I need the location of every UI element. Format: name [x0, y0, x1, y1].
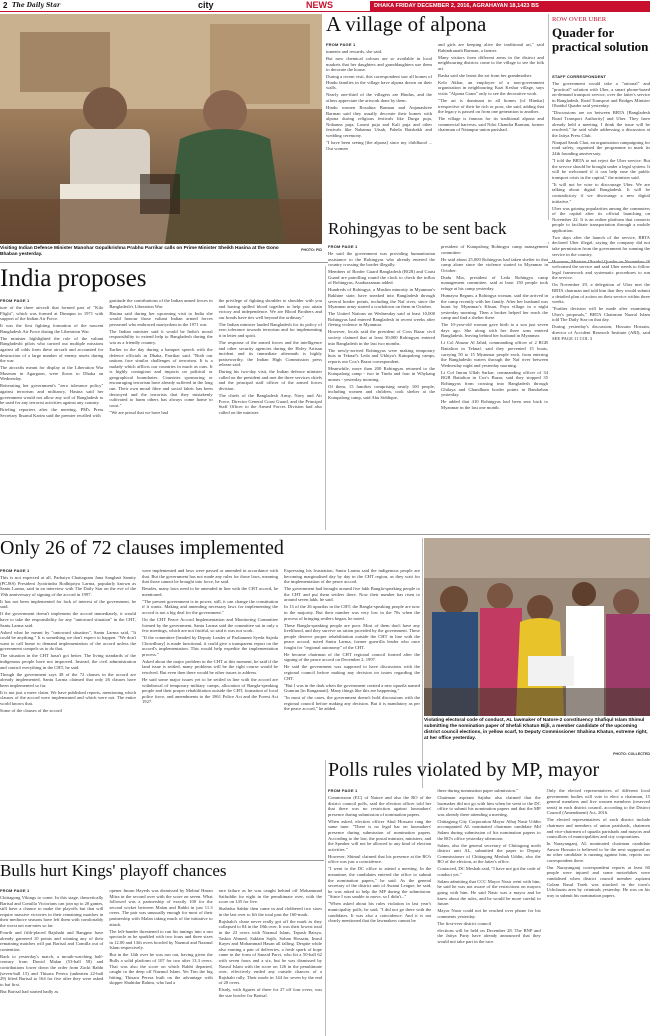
paragraph: "I told the BRTA to not reject the Uber service. But the service should be brought under a legal system. It will be welcomed if it can help ease the public transport crisis in the capital," the minister said. [552, 157, 650, 180]
dateline: DHAKA FRIDAY DECEMBER 2, 2016, AGRAHAYAN 18,1423 BS [370, 1, 650, 11]
paragraph: Hundreds of Rohingya, a Muslim minority in Myanmar's Rakhine state, have sneaked into Bangladesh through several border points, including the Naf river, since the Myanmar army started a crackdown on them in October. [328, 287, 435, 310]
paragraph: Members of Border Guard Bangladesh (BGB) and Coast Guard are patrolling round the clock to check the influx of Rohingyas, Asaduzzaman added. [328, 269, 435, 286]
paragraph: The Indian minister said it would be India's moral responsibility to extend help to Bangladesh during the war as a friendly country. [109, 328, 213, 345]
section-news: NEWS [306, 0, 333, 10]
paragraph: This is not expected at all, Parbatya Chattagram Jana Sanghati Samity (PCJSS) President Jyotirindra Bodhipriya Larma, popularly known as Santu Larma, said in an interview with The Daily Star on the eve of the 19th anniversary of signing of the accord in 1997. [0, 575, 136, 597]
paragraph: there during nomination paper submission." [437, 788, 518, 793]
alpona-byline: FROM PAGE 1 [326, 42, 356, 47]
paragraph: When asked, election officer Abul Hossain rang the same tune. "There is no legal bar on lawmakers' presence during submission of nomination papers. According to the law, the postal minister, ministers, and the Speaker will not be allowed to any kind of election activities." [328, 818, 432, 852]
paragraph: The Indian minister lauded Bangladesh for its policy of zero tolerance towards terrorism and for implementing it in letter and spirit. [218, 321, 322, 338]
paragraph: Some of the clauses of the accord [0, 707, 62, 713]
paragraph: The left-hander threatened to run his innings into a run spectacle as he sparkled with two fours and three sixes in 12.00 and 13th overs bowled by Nazmul and Nazmul Islam respectively. [109, 928, 213, 951]
paragraph: the privilege of fighting shoulder to shoulder with you and having spilled blood together to help you attain victory and independence. We are Blood Brothers and our bonds have ties well beyond the ordinary." [218, 298, 322, 320]
paragraph: Elsidy, with figures of three for 27 off four overs, was the star bowler for Barisal. [218, 987, 322, 998]
paragraph: Fourth and fifth-placed Rajshahi and Rangpur have already garnered 10 points and winning any of their remaining matches will put Barisal and Comilla out of contention. [0, 930, 104, 952]
paragraph: In 13 of the 26 upazilas in the CHT, the Bangla-speaking people are now in the majority. But their number was very low in the 70s when the process of bringing settlers began, he noted. [284, 604, 420, 621]
paragraph: The response of the armed forces and the intelligence and other security agencies during the Holey Artisan incident and its immediate aftermath is highly praiseworthy, the Indian High Commission press release said. [218, 339, 322, 368]
paragraph: But in the 14th over he was run out, having given the Bulls a solid platform of 107 for two after 13.3 overs. That was also the score on which Rabbi departed, caught in the deep off Nazmul Islam. Yet Tim the big hitting, Thisara Perera built on the advantage with skipper Shahidur Rahim, who had a [109, 952, 213, 986]
paragraph: rare failure as he was caught behind off Mohammad Saifuddin for eight in the penultimate over, with the score on 145 for five. [218, 888, 322, 905]
paragraph: The first-ever district council [437, 920, 492, 926]
paper-name: The Daily Star [12, 2, 61, 9]
paragraph: The government would take a "rational" and "practical" solution with Uber, a smart phone-based on-demand transport service, over the latter's service in Bangladesh, Road Transport and Bridges Minister Obaidul Quader said yesterday. [552, 81, 650, 109]
paragraph: The minister highlighted the role of the valiant Bangladeshi pilots who carried out multiple missions against all odds from these aircraft and accounted for destruction of a large number of enemy assets during the war. [0, 335, 104, 364]
paragraph: and girls are keeping alive the traditional art," said Rabindranath Barman, a farmer. [438, 42, 544, 53]
paragraph: Nearly one-third of the villagers are Hindus, and the others appreciate the artwork done by them. [326, 92, 432, 104]
paragraph: During a recent visit, this correspondent saw all homes of Hindu families in the village have alpona drawn on their walls. [326, 74, 432, 91]
clauses-byline: FROM PAGE 1 [0, 568, 30, 573]
paragraph: Though the government says 48 of the 72 clauses in the accord are already implemented, Santu Larma claimed that only 26 clauses have been implemented so far. [0, 671, 136, 688]
paragraph: "But I was in the dark when the government created a new upazila named Gumrun [in Rangamati]. Many things like this are happening." [284, 682, 420, 694]
paragraph: tuments and rewards, she said. [326, 49, 383, 55]
paragraph: "I went to the DC office to attend a meeting. In the meantime, the candidates entered the office to submit the nomination papers," he said. As the general secretary of the district unit of Awami League, he said, he was asked to help the MP during the submission. "Since I was unable to move, so I didn't..." [328, 866, 432, 900]
paragraph: If the government doesn't implement the accord immediately, it would have to take the responsibility for any "untoward situation" in the CHT, Santu Larma said. [0, 611, 136, 628]
paragraph: The village is famous for its traditional alpona and commercial harvests, said Niloi Chandra Barman, former chairman of Natanpur union parishad. [438, 116, 544, 133]
paragraph: Besides, many laws need to be amended in line with the CHT accord, he mentioned. [142, 586, 278, 597]
polls-byline: FROM PAGE 1 [328, 788, 358, 793]
paragraph: However, Shimul claimed that his presence at the RO's office was just a coincidence. [328, 853, 432, 865]
paragraph: Kelo Akbar, an employee of a non-government organisation in neighbouring Kazi Keshar village, says visits "Alpona Gram" only to see the decorative work. [438, 79, 544, 96]
paragraph: "The art is dominant in all homes [of Hindus] irrespective of their be rich or poor, she said, adding that the legacy is passed on from one generation to another. [438, 97, 544, 115]
bulls-headline: Bulls hurt Kings' playoff chances [0, 861, 227, 880]
column-rule [325, 266, 326, 530]
paragraph: Only the elected representatives of different local government bodies will vote to elect a chairman, 15 general members and five women members (reserved seats) in each district council, according to the District Council (Amendment) Act, 2016. [546, 788, 650, 816]
paragraph: welcomed the service and said Uber needs to follow legal framework and systematic procedures to run the service. [552, 264, 650, 281]
quader-byline: STAFF CORRESPONDENT [552, 74, 607, 79]
paragraph: "I have been seeing [the alpona] since my childhood ... Our women [326, 139, 432, 151]
paragraph: Commission (EC) of Natore and also the RO of the district council polls, said the election officer told her that there was no restriction against lawmakers' presence during submission of nomination papers. [328, 795, 432, 817]
paragraph: Rasha said she learnt the art from her grandmother. [438, 72, 533, 78]
polls-headline: Polls rules violated by MP, mayor [328, 759, 600, 781]
quader-headline: Quader for practical solution [552, 25, 649, 54]
paragraph: Mayor Nasir could not be reached over phone for his comments yesterday. [437, 908, 541, 919]
paragraph: The United Nations on Wednesday said at least 10,000 Rohingyas had entered Bangladesh in recent weeks after fleeing violence in Myanmar. [328, 311, 435, 328]
paragraph: It is not just a mere claim. We have published reports, mentioning which clauses of the accord were implemented and which were not. The entire world knows that. [0, 689, 136, 706]
paragraph: The newly-arrived Rohingyas were making temporary huts in Teknaf's Leda and Ukhiya's Kutupalong camps, reports our Cox's Bazar correspondent. [328, 347, 435, 364]
paragraph: Meanwhile, more than 200 Rohingyas returned to the Kutupalong camp - two in Tindu and four in Whykang unions - yesterday morning. [328, 365, 435, 382]
quader-kicker: ROW OVER UBER [552, 16, 607, 23]
paragraph: "The present government is in power, still, it can change the constitution if it wants. Making and amending necessary laws for implementing the accord is not a big deal for the government." [142, 598, 278, 615]
bulls-article [0, 888, 322, 1036]
paragraph: gratitude the contributions of the Indian armed forces in Bangladesh's Liberation War. [109, 298, 213, 309]
paragraph: "When asked about his rules violation in last year's municipality polls, he said, "I did not go there with the candidates. It was also a coincidence. And it is not clearly mentioned that the lawmakers cannot be [328, 901, 432, 924]
nomination-photo [424, 538, 650, 716]
paragraph: Back to yesterday's match, a mouth-watching half-century from Dawid Malan (53-ball 58) and contributions lower down the order from Zacki Rabbi (seven-ball 15) and Thisara Perera (unbeaten 22-ball 29) lifted Barisal to 164 for five after they were asked to bat first. [0, 953, 104, 987]
paragraph: He said the government was providing humanitarian assistance to the Rohingyas who already entered the country crossing the border illegally. [328, 251, 435, 268]
paragraph: were implemented and laws were passed or amended in accordance with that. But the government has not made any rules for those laws, meaning that those cannot be brought into force, he said. [142, 568, 278, 585]
clauses-headline: Only 26 of 72 clauses implemented [0, 537, 284, 559]
paragraph: He added that 410 Rohingyas had been sent back to Myanmar in the last one month. [441, 399, 548, 410]
photo-illustration [0, 14, 322, 244]
paragraph: During his two-day visit, the Indian defence minister called on the president and met the three services chiefs and the principal staff officer of the armed forces division. [218, 369, 322, 392]
defence-minister-photo [0, 14, 322, 244]
alpona-article [326, 42, 544, 238]
paragraph: Chittagong City Corporation Mayor Alhaj Nasir Uddin accompanied AL nominated chairman candidate Md Salam during submission of his nomination papers to the RO's office yesterday afternoon. [437, 818, 541, 841]
paragraph: It has not been implemented for lack of interest of the government, he said. [0, 598, 136, 610]
paragraph: Contacted, DC Mesbah said, "I have not got the code of conduct yet." [437, 866, 541, 877]
paragraph: Dudu Mia, president of Leda Rohingya camp management committee, said at least 150 people took refuge at his camp yesterday. [441, 274, 548, 291]
paragraph: Hasina said during her upcoming visit to India she would honour those valiant Indian armed forces personnel who embraced martyrdom in the 1971 war. [109, 310, 213, 327]
paragraph: During yesterday's discussion, Hossain Hossain, director of Accident Research Institute (ARI), said SEE PAGE 11 COL 3 [552, 324, 650, 341]
paragraph: However, locals said the president of Coxs Bazar civil society claimed that at least 30,000 Rohingyas entered into Bangladesh in the last two months. [328, 329, 435, 346]
paragraph: Nirapad Sarak Chai, an organisation campaigning for road safety, organised the programme to mark its 24th founding anniversary. [552, 139, 650, 156]
paragraph: The 10-year-old woman gave birth to a son just seven days ago. She along with her three sons entered Bangladesh, leaving behind her husband in Myanmar. [441, 322, 548, 339]
paragraph: The government had brought around five lakh Bangla-speaking people to the CHT and put them settlers there. Now their number has risen to around seven lakh, he said. [284, 586, 420, 603]
paragraph: "Discussions are on between BRTA [Bangladesh Road Transport Authority] and Uber. They have already held a meeting. I think the issue will be resolved," he said while addressing a discussion at the Jatiya Press Club. [552, 110, 650, 138]
paragraph: Hindu women Rosalina Barman and Anjanashree Barman said they usually decorate their homes with alpona during religious festivals like Durga puja, Nobanna puja, Laxmi puja and Kali puja and other festivals like Nabanna Utsab, Pahela Baishakh and wedding ceremony. [326, 105, 432, 138]
paragraph: These Bangla-speaking people are poor. Most of them don't have any livelihood, and they survive on ration provided by the government. These people deserve proper rehabilitation outside the CHT in line with the peace accord, noted Santu Larma, former guerrilla leader who once fought for "regional autonomy" of the CHT. [284, 622, 420, 650]
paragraph: "It will not be wise to discourage Uber. We are talking about digital Bangladesh. It will be contradictory if we discourage a new digital initiative." [552, 181, 650, 204]
paragraph: Expressing his frustration, Santu Larma said the indigenous people are becoming marginalised day by day in the CHT region, as they wait for the implementation of the peace accord. [284, 568, 420, 585]
column-rule [548, 14, 549, 244]
paragraph: Many visitors from different areas in the district and neighbouring districts come to the village to see the folk art. [438, 54, 544, 71]
rohingya-byline: FROM PAGE 1 [328, 244, 358, 249]
paragraph: The situation in the CHT hasn't got better. The living standards of the indigenous people have not improved. Instead, the civil administration and control everything in the CHT, he said. [0, 653, 136, 670]
paragraph: Asked about the major problem in the CHT at this moment, he said if the land issue is settled, many problems will be the right course would be resolved. But even then there would be other issues to address. [142, 658, 278, 676]
paragraph: The elected representatives of each district include chairmen and members of union parishads, chairmen and vice-chairmen of upazila parishads and mayors and councillors of municipalities and city corporations. [546, 817, 650, 840]
paragraph: Earlier in the day during a banquet speech with the defence officials in Dhaka, Parrikar said, "Both our nations face similar challenges of terrorism. It is a malady which afflicts our countries in much as ours. It is highly contagious and impacts on political or geographical boundaries. Countries sponsoring or encouraging terrorism have already suffered in the long run. Their own moral fibre and social fabric has been destroyed and the terrorists that they mistakenly cultivated to harm others has always come home to roost." [109, 346, 213, 408]
paragraph: Shahidur Sabbir then came in and clobbered two sixes in the last over to lift the total past the 160-mark. [218, 906, 322, 917]
photo-illustration [424, 538, 650, 716]
paragraph: He said the government was supposed to have discussions with the regional council before making any decision on issues regarding the CHT. [284, 664, 420, 681]
paragraph: Chittagong Vikings to come. In this stage, theoretically Barisal and Comilla Victorians can join up to 20 games, still have a chance to make the playoffs but that will require massive victories in their remaining matches in their mediocre seasons have left them with comfortably the worst net run-rates so far. [0, 895, 104, 929]
paragraph: The aircrafts meant for display at the Liberation War Museum in Agargaon, were flown to Dhaka on Wednesday. [0, 365, 104, 382]
paragraph: Of them, 15 families comprising nearly 100 people, including women and children, took shelter at the Kutupalong camp, said Abu Siddique, [328, 383, 435, 401]
india-byline: FROM PAGE 1 [0, 298, 30, 303]
photo1-credit: PHOTO: PID [301, 248, 322, 252]
paragraph: In Narayanganj, AL nominated chairman candidate Anwar Hossain is believed to be the next supposed as no other candidate is running against him, reports our correspondent there. [546, 841, 650, 863]
paragraph: "In most of the cases, the government doesn't hold discussions with the regional council before making any decision. But it is mandatory as per the peace accord," he added. [284, 695, 420, 712]
paragraph: He became chairman of the CHT regional council formed after the signing of the peace accord on December 2, 1997. [284, 651, 420, 663]
paragraph: But Barisal had started badly as [0, 988, 59, 994]
paragraph: Uber was gaining popularities among the commuters of the capital after its official launching on November 22. It is an online platform that connects people to facilitate transportation through a mobile application. [552, 205, 650, 233]
rohingya-headline: Rohingyas to be sent back [328, 220, 550, 242]
paragraph: Chairman aspirant Sajidur also claimed that the lawmaker did not go with him when he went to the DC office to submit his nomination papers and that the MP was already there attending a meeting. [437, 794, 541, 817]
paragraph: On November 29, a delegation of Uber met the BRTA chairman and told him that they would submit a detailed plan of action on their service within three weeks. [552, 282, 650, 305]
paragraph: Lt Col Imran Ullah Sarkar, commanding officer of 34 BGB Battalion in Cox's Bazar, said they stopped 35 Rohingyas from crossing into Bangladesh through Ghilaya and Ghundhum border points in Bandarban yesterday. [441, 369, 548, 398]
masthead [0, 0, 650, 12]
paragraph: Rajshahi's chase never really got off the mark as they collapsed to 84 in the 18th over. It was their lowest total in the 23 overs with Nazmul Islam, Tapash Baisya, Taskin Ahmed, Saklain Sajib, Sohan Hossain, Imrul Kayes and Mohammad Hasan all falling. Despite while also earning a pair of deliveries, a fresh spark of hope came in the form of Sanzid Parvi, who hit a 50-ball 62 with seven fours and a six, but he was dismissed by Nasrul Islam with the score on 126 in the penultimate over, effectively ended any outside chances of a Rajshahi rally. Their mode in 144 for seven by the end of 20 overs. [218, 918, 322, 986]
paragraph: president of Kutupalong Rohingya camp management committee. [441, 244, 548, 255]
bulls-byline: FROM PAGE 1 [0, 888, 30, 893]
paragraph: It was the first fighting formation of the nascent Bangladesh Air Force during the Liberation War. [0, 323, 104, 334]
paragraph: Humayra Begum, a Rohingya woman, said she arrived in the camp recently with her family. After her husband was burnt by Myanmar's Khsan, Paya village in a night yesterday morning. Then a broker helped her reach the camp and find a shelter there. [441, 292, 548, 321]
paragraph: Asked what he meant by "untoward situation", Santu Larma said, "It could be anything." It is something we don't expect to happen. "We don't want to call home to demand implementation of the accord unless the government compels us to do that. [0, 629, 136, 652]
quader-article [552, 74, 650, 341]
paragraph: "Further decision will be made after examining Uber's proposals," BRTA Chairman Nazrul Islam told The Daily Star on that day. [552, 306, 650, 323]
paragraph: Lt Col Abuzar Al Jahid, commanding officer of 2 BGB Battalion in Teknaf, said they prevented 15 boats, carrying 50 to 15 Myanmar people each, from entering the Bangladeshi waters through the Naf river between Wednesday night and yesterday morning. [441, 340, 548, 368]
india-article [0, 298, 322, 530]
paragraph: The chiefs of the Bangladesh Army, Navy and Air Force, Director General Coast Guard, and the Principal Staff Officer to the Armed Forces Division had also called on the minister. [218, 393, 322, 415]
rohingya-article [328, 244, 548, 530]
paragraph: But now chemical colours are so available in local markets that her daughters and granddaughters use them to decorate the house. [326, 56, 432, 73]
page-number: 2 [3, 1, 8, 10]
alpona-headline: A village of alpona [326, 12, 487, 36]
paragraph: Salam, also the general secretary of Chittagong north district unit AL, submitted the paper to Deputy Commissioner of Chittagong Mesbah Uddin, also the RO of the election, at the latter's office. [437, 842, 541, 865]
section-city: city [198, 0, 214, 10]
paragraph: "We are proud that we have had [109, 409, 168, 415]
section-rule [0, 262, 650, 263]
photo2-credit: PHOTO: COLLECTED [613, 752, 650, 756]
paragraph: On the CHT Peace Accord Implementation and Monitoring Committee formed by the government, Santu Larma said the committee sat in only a few meetings, which are not fruitful, so said it was not work. [142, 616, 278, 634]
polls-article [328, 788, 650, 1036]
paragraph: Two days after the launch of the service, BRTA declared Uber illegal, saying the company did not take permission from the government for running the service in the country. [552, 234, 650, 257]
paragraph: ture of the three aircraft that formed part of "Kilo Flight", which was formed at Dimapur in 1971 with support of the Indian Air Force. [0, 305, 104, 322]
paragraph: He said about 25,000 Rohingyas had taken shelter in that camp alone since the violence started in Myanmar in October. [441, 256, 548, 273]
paragraph: Reiterating her government's "zero tolerance policy" against terrorism and militancy, Hasina said her government would not allow any soil of Bangladesh to be used for any terrorist activities against any country. [0, 383, 104, 406]
column-rule [325, 760, 326, 1036]
paragraph: He said some major issues yet to be settled in line with the accord are withdrawal of temporary military camps, allocation of Bangla-speaking people and their proper rehabilitation outside the CHT, formation of local police force, and amendments to the 1861 Police Act and the Forest Act 1927. [142, 677, 278, 705]
paragraph: Our Narayanganj correspondent reports at least 60 people were injured and some motorbikes were vandalised when district council member aspirant Golam Rasul Tarek was attacked in the town's Uchchaotu area by criminals yesterday. He was on his way to submit his nomination papers. [546, 864, 650, 898]
india-headline: India proposes [0, 265, 147, 292]
paragraph: opener Imrun Hayeds was dismissed by Mohiuf Hasan Mitra in the second over with the score on seven. What followed was a partnership of exactly 100 for the second wicket between Malan and Rabbi in just 11.3 overs. The pair was unusually enough for most of their partnership with Malan taking much of the initiative to attack. [109, 888, 213, 927]
photo2-caption: Violating electoral code of conduct, AL lawmaker of Natore-2 constituency Shafiqul Islam Shimul submitting the nomination paper of Shefali Khatun Bijli, a member candidate of the upcoming district council elections, in yellow scarf, to Deputy Commissioner Shahina Khatun, extreme right, at her office yesterday. [424, 718, 648, 741]
photo1-caption: Visiting Indian Defence Minister Manohar Gopalkrishna Prabhu Parrikar calls on Prime Minister Sheikh Hasina at the Gono Bhaban yesterday. [0, 246, 279, 257]
paragraph: "If the committee [headed by Deputy Leader of Parliament Syeda Sajeda Chowdhury] is made functional, it could give a transparent report on the accord's implementation. This would help expedite the implementation process." [142, 635, 278, 657]
paragraph: Briefing reporters after the meeting, PM's Press Secretary Ihsanul Karim said the premier recalled with [0, 407, 104, 418]
paragraph: Salam admitting that CCC Mayor Nasir went with him, he said he was not aware of the restrictions on mayors going with him. He said Nasir was a mayor and he knew about the rules, and he would be more careful in future. [437, 878, 541, 907]
section-rule [0, 534, 650, 535]
paragraph: elections will be held on December 28. The BNP and the Jatiya Party have already announced that they would not take part in the race. [437, 927, 541, 944]
